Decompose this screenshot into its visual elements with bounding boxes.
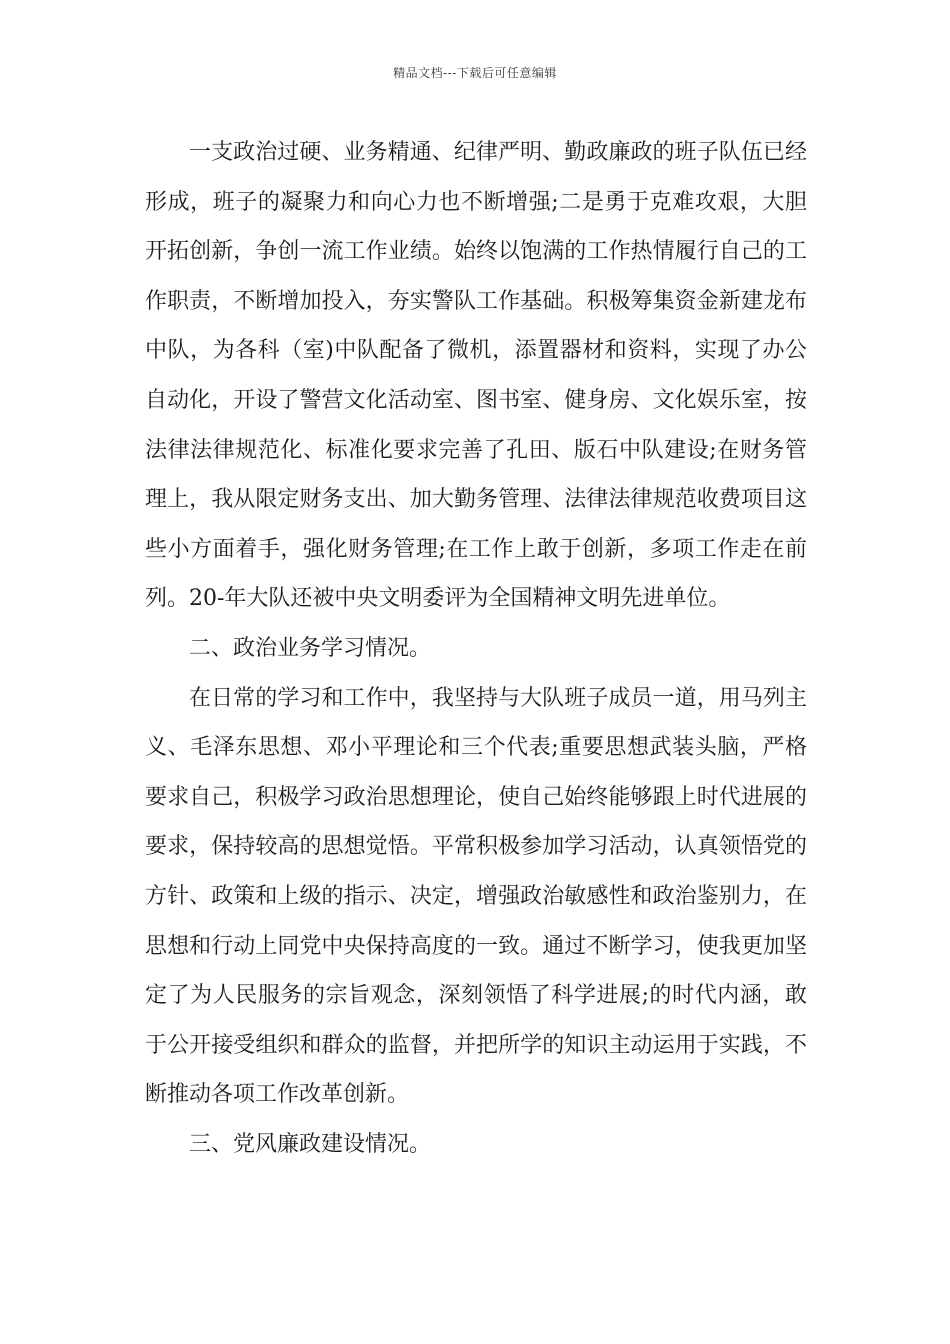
document-body [145,128,807,1169]
paragraph-political-study: 在日常的学习和工作中，我坚持与大队班子成员一道，用马列主义、毛泽东思想、邓小平理论和三个代表;重要思想武装头脑，严格要求自己，积极学习政治思想理论，使自己始终能够跟上时代进展的要求，保持较高的思想觉悟。平常积极参加学习活动，认真领悟党的方针、政策和上级的指示、决定，增强政治敏感性和政治鉴别力，在思想和行动上同党中央保持高度的一致。通过不断学习，使我更加坚定了为人民服务的宗旨观念，深刻领悟了科学进展;的时代内涵，敢于公开接受组织和群众的监督，并把所学的知识主动运用于实践，不断推动各项工作改革创新。 [145,685,807,1108]
page-header: 精品文档---下载后可任意编辑 [393,66,557,80]
paragraph-team-building: 一支政治过硬、业务精通、纪律严明、勤政廉政的班子队伍已经形成，班子的凝聚力和向心力也不断增强;二是勇于克难攻艰，大胆开拓创新，争创一流工作业绩。始终以饱满的工作热情履行自己的工作职责，不断增加投入，夯实警队工作基础。积极筹集资金新建龙布中队，为各科（室)中队配备了微机，添置器材和资料，实现了办公自动化，开设了警营文化活动室、图书室、健身房、文化娱乐室，按法律法律规范化、标准化要求完善了孔田、版石中队建设;在财务管理上，我从限定财务支出、加大勤务管理、法律法律规范收费项目这些小方面着手，强化财务管理;在工作上敢于创新，多项工作走在前列。20-年大队还被中央文明委评为全国精神文明先进单位。 [145,140,807,612]
section-heading-political-study: 二、政治业务学习情况。 [189,635,432,661]
section-heading-party-conduct: 三、党风廉政建设情况。 [189,1131,432,1157]
